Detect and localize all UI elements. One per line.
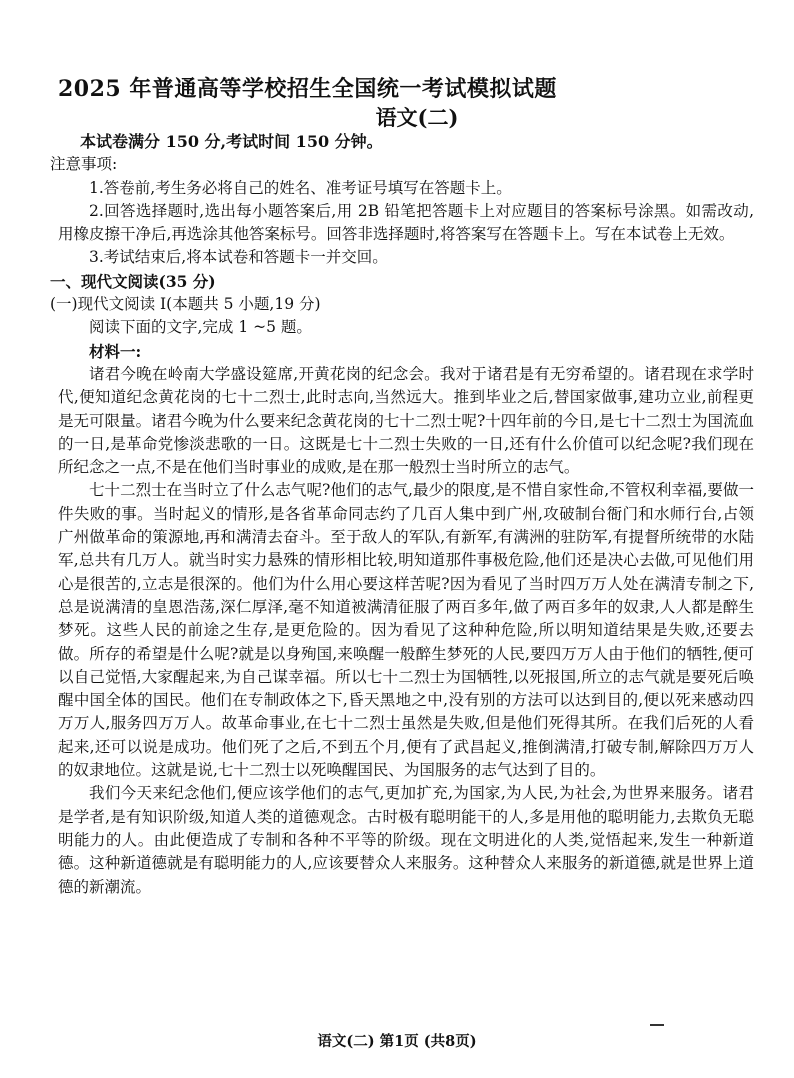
exam-info: 本试卷满分 150 分,考试时间 150 分钟。	[80, 132, 383, 151]
exam-content	[50, 130, 754, 899]
exam-subtitle: 语文(二)	[375, 105, 459, 130]
exam-title: 2025 年普通高等学校招生全国统一考试模拟试题	[58, 76, 557, 102]
notes-heading: 注意事项:	[50, 155, 118, 174]
note-item-1: 1.答卷前,考生务必将自己的姓名、准考证号填写在答题卡上。	[89, 178, 512, 197]
note-item-3: 3.考试结束后,将本试卷和答题卡一并交回。	[89, 248, 388, 267]
subsection-heading: (一)现代文阅读 I(本题共 5 小题,19 分)	[50, 295, 321, 314]
page-footer: 语文(二) 第1页 (共8页)	[317, 1033, 477, 1050]
corner-mark	[650, 1024, 664, 1026]
section-heading: 一、现代文阅读(35 分)	[50, 271, 216, 291]
reading-instruction: 阅读下面的文字,完成 1 ~5 题。	[89, 318, 312, 337]
material-label: 材料一:	[89, 341, 142, 361]
passage-paragraph-1: 诸君今晚在岭南大学盛设筵席,开黄花岗的纪念会。我对于诸君是有无穷希望的。诸君现在求学时代,便知道纪念黄花岗的七十二烈士,此时志向,当然远大。推到毕业之后,替国家做事,建功立业,前程更是无可限量。诸君今晚为什么要来纪念黄花岗的七十二烈士呢?十四年前的今日,是七十二烈士为国流血的一日,是革命党惨淡悲歌的一日。这既是七十二烈士失败的一日,还有什么价值可以纪念呢?我们现在所纪念之一点,不是在他们当时事业的成败,是在那一般烈士当时所立的志气。	[58, 364, 754, 477]
passage-paragraph-2: 七十二烈士在当时立了什么志气呢?他们的志气,最少的限度,是不惜自家性命,不管权利幸福,要做一件失败的事。当时起义的情形,是各省革命同志约了几百人集中到广州,攻破制台衙门和水师行台,占领广州做革命的策源地,再和满清去奋斗。至于敌人的军队,有新军,有满洲的驻防军,有提督所统带的水陆军,总共有几万人。就当时实力悬殊的情形相比较,明知道那件事极危险,他们还是决心去做,可见他们用心是很苦的,立志是很深的。他们为什么用心要这样苦呢?因为看见了当时四万万人处在满清专制之下,总是说满清的皇恩浩荡,深仁厚泽,毫不知道被满清征服了两百多年,做了两百多年的奴隶,人人都是醉生梦死。这些人民的前途之生存,是更危险的。因为看见了这种种危险,所以明知道结果是失败,还要去做。所存的希望是什么呢?就是以身殉国,来唤醒一般醉生梦死的人民,要四万万人由于他们的牺牲,便可以自己觉悟,大家醒起来,为自己谋幸福。所以七十二烈士为国牺牲,以死报国,所立的志气就是要死后唤醒中国全体的国民。他们在专制政体之下,昏天黑地之中,没有别的方法可以达到目的,便以死来感动四万万人,服务四万万人。故革命事业,在七十二烈士虽然是失败,但是他们死得其所。在我们后死的人看起来,还可以说是成功。他们死了之后,不到五个月,便有了武昌起义,推倒满清,打破专制,解除四万万人的奴隶地位。这就是说,七十二烈士以死唤醒国民、为国服务的志气达到了目的。	[58, 481, 754, 780]
passage-paragraph-3: 我们今天来纪念他们,便应该学他们的志气,更加扩充,为国家,为人民,为社会,为世界来服务。诸君是学者,是有知识阶级,知道人类的道德观念。古时极有聪明能干的人,多是用他的聪明能力,去欺负无聪明能力的人。由此便造成了专制和各种不平等的阶级。现在文明进化的人类,觉悟起来,发生一种新道德。这种新道德就是有聪明能力的人,应该要替众人来服务。这种替众人来服务的新道德,就是世界上道德的新潮流。	[58, 784, 754, 896]
note-item-2: 2.回答选择题时,选出每小题答案后,用 2B 铅笔把答题卡上对应题目的答案标号涂黑。如需改动,用橡皮擦干净后,再选涂其他答案标号。回答非选择题时,将答案写在答题卡上。写在本试卷上无效。	[58, 201, 754, 244]
